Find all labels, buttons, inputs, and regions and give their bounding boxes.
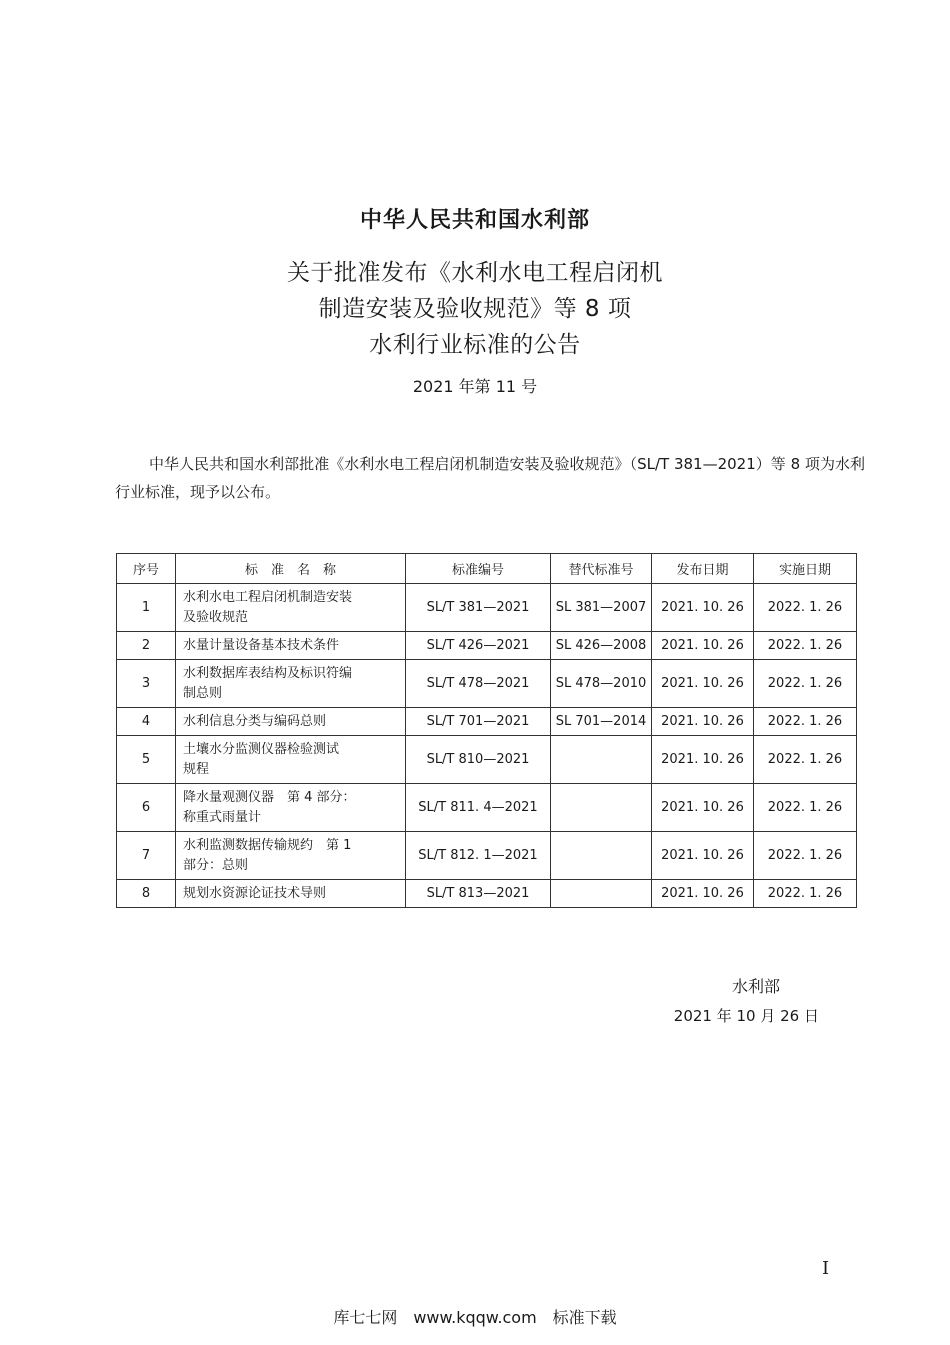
signature-org: 水利部	[731, 977, 780, 996]
row-replaces	[551, 784, 652, 832]
row-code: SL/T 810—2021	[406, 736, 551, 784]
standards-table	[116, 553, 857, 908]
table-row	[117, 736, 857, 784]
table-row	[117, 784, 857, 832]
notice-title-line-2: 制造安装及验收规范》等 8 项	[318, 296, 632, 322]
row-replaces: SL 426—2008	[551, 632, 652, 660]
row-effective: 2022. 1. 26	[754, 632, 857, 660]
notice-title-line-3: 水利行业标准的公告	[369, 332, 581, 358]
row-name: 水量计量设备基本技术条件	[176, 632, 406, 660]
header-name: 标 准 名 称	[176, 554, 406, 584]
row-published: 2021. 10. 26	[652, 632, 754, 660]
header-effective: 实施日期	[754, 554, 857, 584]
row-code: SL/T 811. 4—2021	[406, 784, 551, 832]
table-row	[117, 880, 857, 908]
row-effective: 2022. 1. 26	[754, 880, 857, 908]
row-replaces: SL 381—2007	[551, 584, 652, 632]
row-seq: 8	[117, 880, 176, 908]
footer-watermark: 库七七网 www.kqqw.com 标准下载	[333, 1308, 617, 1327]
row-replaces: SL 701—2014	[551, 708, 652, 736]
row-code: SL/T 812. 1—2021	[406, 832, 551, 880]
notice-title-line-1: 关于批准发布《水利水电工程启闭机	[287, 260, 663, 286]
page-number: I	[822, 1258, 830, 1279]
row-name: 规划水资源论证技术导则	[176, 880, 406, 908]
row-effective: 2022. 1. 26	[754, 708, 857, 736]
header-replaces: 替代标准号	[551, 554, 652, 584]
row-seq: 2	[117, 632, 176, 660]
issue-number: 2021 年第 11 号	[412, 377, 538, 396]
row-code: SL/T 701—2021	[406, 708, 551, 736]
row-replaces	[551, 880, 652, 908]
row-name: 水利数据库表结构及标识符编 制总则	[176, 660, 406, 708]
row-code: SL/T 381—2021	[406, 584, 551, 632]
row-name: 水利水电工程启闭机制造安装 及验收规范	[176, 584, 406, 632]
row-seq: 4	[117, 708, 176, 736]
row-published: 2021. 10. 26	[652, 660, 754, 708]
row-code: SL/T 813—2021	[406, 880, 551, 908]
row-seq: 6	[117, 784, 176, 832]
row-name: 水利信息分类与编码总则	[176, 708, 406, 736]
row-published: 2021. 10. 26	[652, 880, 754, 908]
row-published: 2021. 10. 26	[652, 784, 754, 832]
row-effective: 2022. 1. 26	[754, 784, 857, 832]
row-published: 2021. 10. 26	[652, 708, 754, 736]
table-header-row	[117, 554, 857, 584]
table-row	[117, 584, 857, 632]
signature-date: 2021 年 10 月 26 日	[673, 1007, 819, 1025]
table-row	[117, 832, 857, 880]
row-replaces: SL 478—2010	[551, 660, 652, 708]
row-seq: 1	[117, 584, 176, 632]
notice-body: 中华人民共和国水利部批准《水利水电工程启闭机制造安装及验收规范》（SL/T 381—2021）等 8 项为水利行业标准，现予以公布。	[115, 455, 865, 501]
row-effective: 2022. 1. 26	[754, 584, 857, 632]
row-code: SL/T 478—2021	[406, 660, 551, 708]
row-code: SL/T 426—2021	[406, 632, 551, 660]
row-effective: 2022. 1. 26	[754, 832, 857, 880]
table-row	[117, 632, 857, 660]
row-replaces	[551, 832, 652, 880]
row-effective: 2022. 1. 26	[754, 736, 857, 784]
issuing-ministry: 中华人民共和国水利部	[359, 208, 590, 233]
row-seq: 3	[117, 660, 176, 708]
row-name: 水利监测数据传输规约 第 1 部分：总则	[176, 832, 406, 880]
header-seq: 序号	[117, 554, 176, 584]
row-seq: 5	[117, 736, 176, 784]
header-published: 发布日期	[652, 554, 754, 584]
table-row	[117, 660, 857, 708]
row-name: 土壤水分监测仪器检验测试 规程	[176, 736, 406, 784]
header-code: 标准编号	[406, 554, 551, 584]
table-row	[117, 708, 857, 736]
row-name: 降水量观测仪器 第 4 部分： 称重式雨量计	[176, 784, 406, 832]
row-published: 2021. 10. 26	[652, 736, 754, 784]
row-published: 2021. 10. 26	[652, 832, 754, 880]
row-published: 2021. 10. 26	[652, 584, 754, 632]
row-effective: 2022. 1. 26	[754, 660, 857, 708]
row-replaces	[551, 736, 652, 784]
row-seq: 7	[117, 832, 176, 880]
